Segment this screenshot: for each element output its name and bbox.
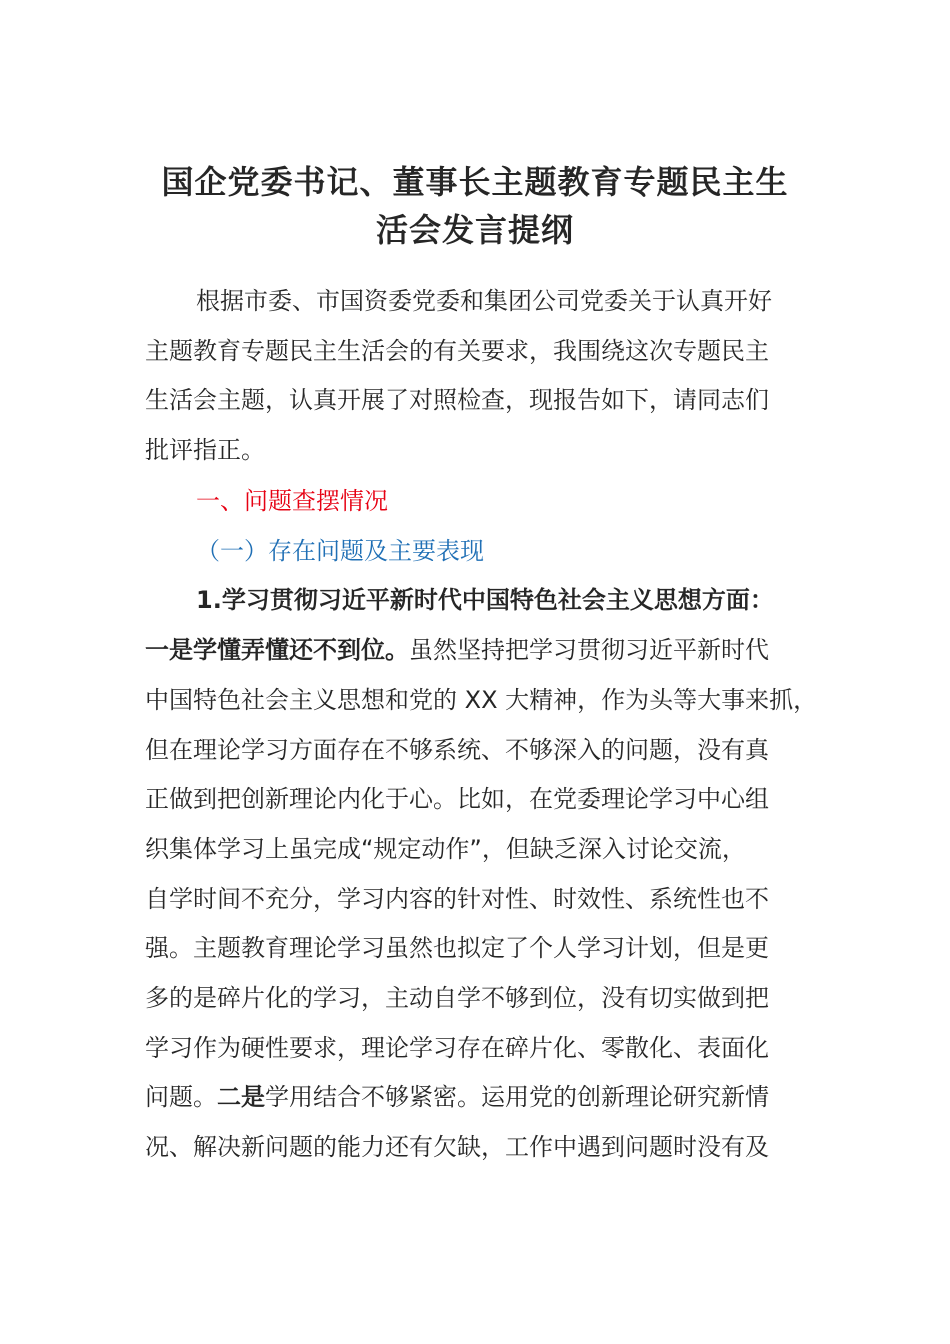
paragraph-1-line-2: 中国特色社会主义思想和党的 XX 大精神，作为头等大事来抓， [145,686,818,714]
paragraph-2-start: 问题。 [145,1083,217,1111]
section-heading-3: 1.学习贯彻习近平新时代中国特色社会主义思想方面： [196,586,774,614]
paragraph-1-line-3: 但在理论学习方面存在不够系统、不够深入的问题，没有真 [145,736,769,764]
paragraph-1-line-9: 学习作为硬性要求，理论学习存在碎片化、零散化、表面化 [145,1034,769,1062]
paragraph-1-line-4: 正做到把创新理论内化于心。比如，在党委理论学习中心组 [145,785,769,813]
paragraph-1-first-line [145,635,769,665]
document-title-line-1: 国企党委书记、董事长主题教育专题民主生 [161,163,789,201]
paragraph-1-bold-lead: 一是学懂弄懂还不到位。 [145,636,409,664]
paragraph-1-line-5: 织集体学习上虽完成“规定动作”，但缺乏深入讨论交流， [145,835,746,863]
paragraph-1-line-6: 自学时间不充分，学习内容的针对性、时效性、系统性也不 [145,885,769,913]
intro-line-4: 批评指正。 [145,436,265,464]
paragraph-2-first-line [145,1082,769,1112]
intro-line-2: 主题教育专题民主生活会的有关要求，我围绕这次专题民主 [145,337,769,365]
intro-line-1: 根据市委、市国资委党委和集团公司党委关于认真开好 [196,287,772,315]
document-title-line-2: 活会发言提纲 [375,211,574,249]
paragraph-1-first-rest: 虽然坚持把学习贯彻习近平新时代 [409,636,769,664]
paragraph-2-bold-lead: 二是 [217,1083,265,1111]
paragraph-1-line-7: 强。主题教育理论学习虽然也拟定了个人学习计划，但是更 [145,934,769,962]
section-heading-2: （一）存在问题及主要表现 [196,537,484,565]
paragraph-2-first-rest: 学用结合不够紧密。运用党的创新理论研究新情 [265,1083,769,1111]
intro-line-3: 生活会主题，认真开展了对照检查，现报告如下，请同志们 [145,386,769,414]
paragraph-2-line-2: 况、解决新问题的能力还有欠缺，工作中遇到问题时没有及 [145,1133,769,1161]
section-heading-1: 一、问题查摆情况 [196,487,388,515]
paragraph-1-line-8: 多的是碎片化的学习，主动自学不够到位，没有切实做到把 [145,984,769,1012]
